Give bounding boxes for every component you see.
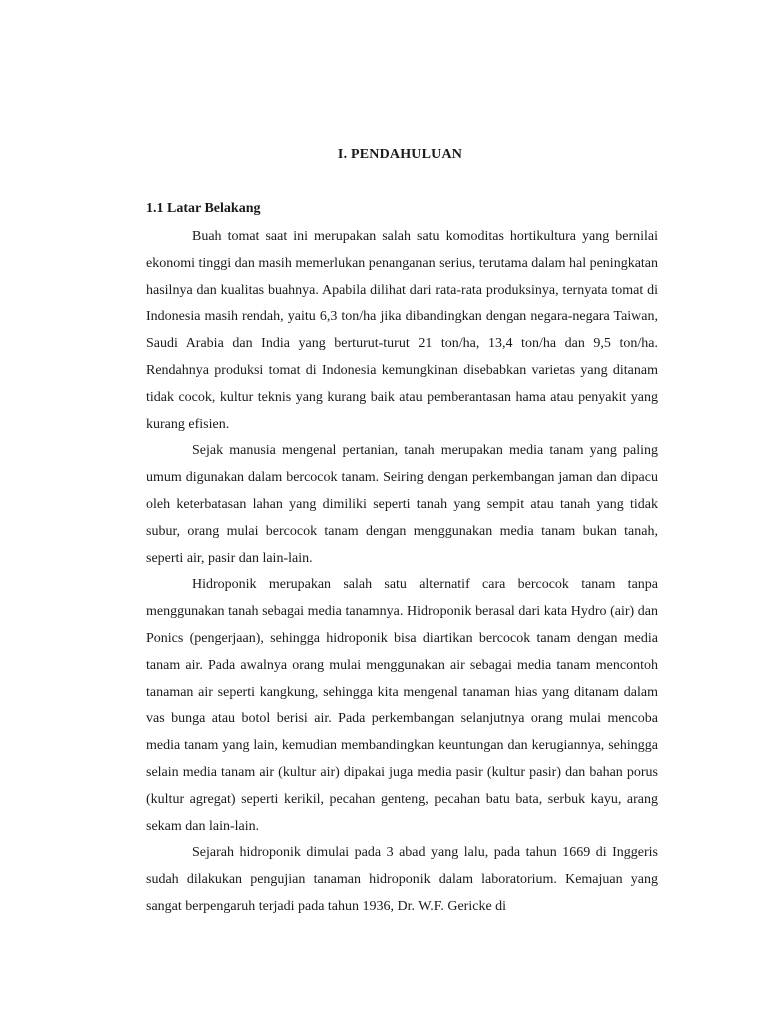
paragraph: Buah tomat saat ini merupakan salah satu komoditas hortikultura yang bernilai ekonomi tinggi dan masih memerlukan penanganan serius, terutama dalam hal peningkatan hasilnya dan kualitas buahnya. Apabila dilihat dari rata-rata produksinya, ternyata tomat di Indonesia masih rendah, yaitu 6,3 ton/ha jika dibandingkan dengan negara-negara Taiwan, Saudi Arabia dan India yang berturut-turut 21 ton/ha, 13,4 ton/ha dan 9,5 ton/ha. Rendahnya produksi tomat di Indonesia kemungkinan disebabkan varietas yang ditanam tidak cocok, kultur teknis yang kurang baik atau pemberantasan hama atau penyakit yang kurang efisien. [146, 229, 659, 432]
body-text [146, 224, 658, 921]
paragraph: Hidroponik merupakan salah satu alternatif cara bercocok tanam tanpa menggunakan tanah sebagai media tanamnya. Hidroponik berasal dari kata Hydro (air) dan Ponics (pengerjaan), sehingga hidroponik bisa diartikan bercocok tanam dengan media tanam air. Pada awalnya orang mulai menggunakan air sebagai media tanam mencontoh tanaman air seperti kangkung, sehingga kita mengenal tanaman hias yang ditanam dalam vas bunga atau botol berisi air. Pada perkembangan selanjutnya orang mulai mencoba media tanam yang lain, kemudian membandingkan keuntungan dan kerugiannya, sehingga selain media tanam air (kultur air) dipakai juga media pasir (kultur pasir) dan bahan porus (kultur agregat) seperti kerikil, pecahan genteng, pecahan batu bata, serbuk kayu, arang sekam dan lain-lain. [146, 577, 658, 834]
chapter-title: I. PENDAHULUAN [337, 147, 463, 162]
paragraph: Sejak manusia mengenal pertanian, tanah merupakan media tanam yang paling umum digunakan dalam bercocok tanam. Seiring dengan perkembangan jaman dan dipacu oleh keterbatasan lahan yang dimiliki seperti tanah yang sempit atau tanah yang tidak subur, orang mulai bercocok tanam dengan menggunakan media tanam bukan tanah, seperti air, pasir dan lain-lain. [146, 443, 658, 566]
paragraph: Sejarah hidroponik dimulai pada 3 abad yang lalu, pada tahun 1669 di Inggeris sudah dilakukan pengujian tanaman hidroponik dalam laboratorium. Kemajuan yang sangat berpengaruh terjadi pada tahun 1936, Dr. W.F. Gericke di [146, 845, 658, 914]
section-title: 1.1 Latar Belakang [146, 201, 261, 216]
